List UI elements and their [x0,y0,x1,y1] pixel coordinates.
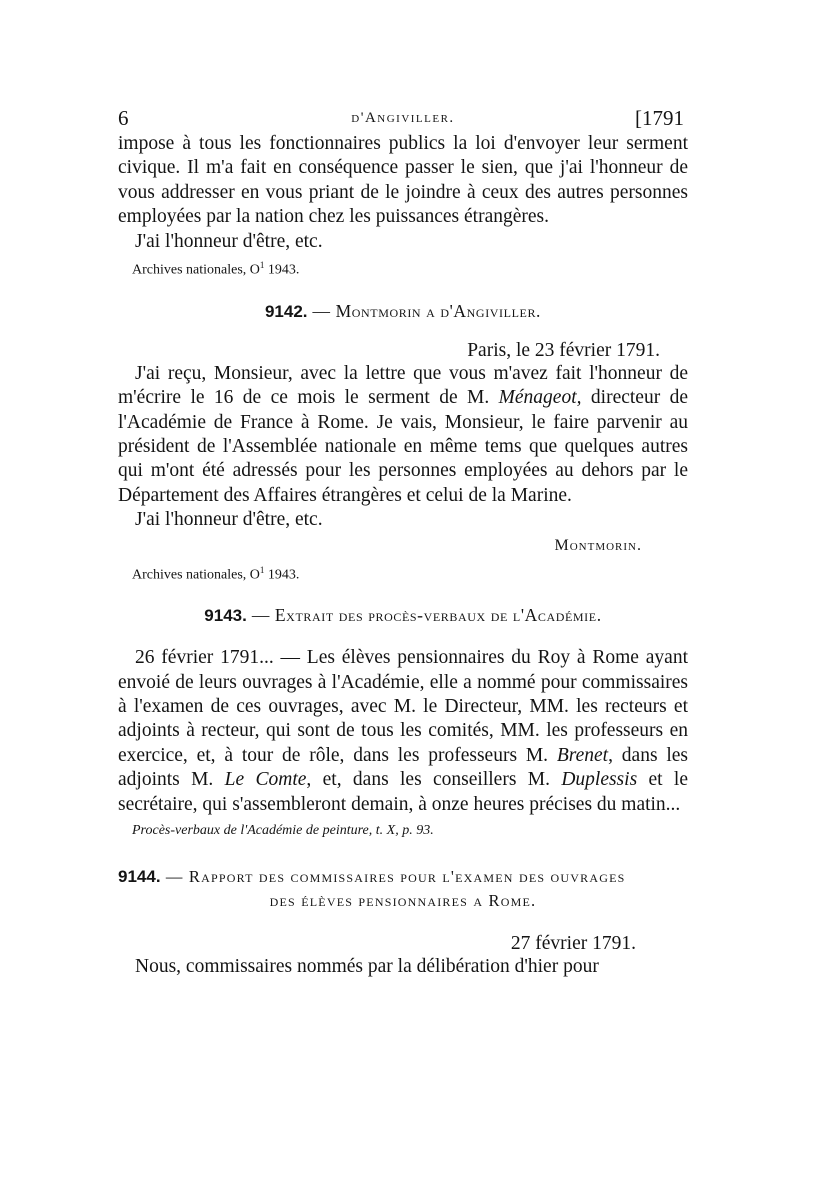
closing-formula: J'ai l'honneur d'être, etc. [135,230,323,252]
entry-number: 9143. [204,606,247,626]
report-body: Nous, commissaires nommés par la délibération d'hier pour [135,956,599,978]
entry-heading-9144 [118,865,688,913]
entry-number: 9142. [264,301,308,321]
paragraph-continuation: impose à tous les fonctionnaires publics la loi d'envoyer leur serment civique. Il m'a fait en conséquence passer le sien, que j'ai l'honneur de vous addresser en vous priant de le joindre à ceux des autres personnes employées par la nation chez les puissances étrangères. [118,133,688,228]
document-page [118,100,688,979]
entry-number: 9144. [118,867,161,887]
closing-formula: J'ai l'honneur d'être, etc. [135,509,323,531]
entry-title: — Extrait des procès-verbaux de l'Académie. [246,605,602,626]
source-note: Archives nationales, $O^1$ 1943. [132,564,300,583]
signature: Montmorin. [554,536,642,554]
entry-title-line2: des élèves pensionnaires a Rome. [269,891,537,911]
minutes-body: 26 février 1791... — Les élèves pensionnaires du Roy à Rome ayant envoié de leurs ouvrages à l'Académie, elle a nommé pour commissaires à l'examen de ces ouvrages, avec M. le Directeur, MM. les recteurs et adjoints à recteur, qui sont de tous les comités, MM. les professeurs en exercice, et, à tour de rôle, dans les professeurs M. Brenet, dans les adjoints M. Le Comte, et, dans les conseillers M. Duplessis et le secrétaire, qui s'assembleront demain, à onze heures précises du matin... [118,647,688,815]
running-title: d'Angiviller. [351,110,455,126]
entry-heading-9143 [118,605,688,626]
dateline: 27 février 1791. [510,933,636,955]
dateline: Paris, le 23 février 1791. [467,339,660,361]
header-year: [1791 [635,106,684,130]
entry-title: — Montmorin a d'Angiviller. [307,300,542,321]
entry-heading-9142 [118,301,688,322]
source-note: Archives nationales, $O^1$ 1943. [132,260,300,278]
page-number: 6 [118,106,129,130]
entry-title: — Rapport des commissaires pour l'examen des ouvrages [160,867,626,887]
page-header [118,100,688,132]
source-note: Procès-verbaux de l'Académie de peinture, t. X, p. 93. [132,823,434,839]
letter-body: J'ai reçu, Monsieur, avec la lettre que vous m'avez fait l'honneur de m'écrire le 16 de ce mois le serment de M. Ménageot, directeur de l'Académie de France à Rome. Je vais, Monsieur, le faire parvenir au président de l'Assemblée nationale en même tems que quelques autres qui m'ont été adressés pour les personnes employées au dehors par le Département des Affaires étrangères et celui de la Marine. [118,362,689,506]
